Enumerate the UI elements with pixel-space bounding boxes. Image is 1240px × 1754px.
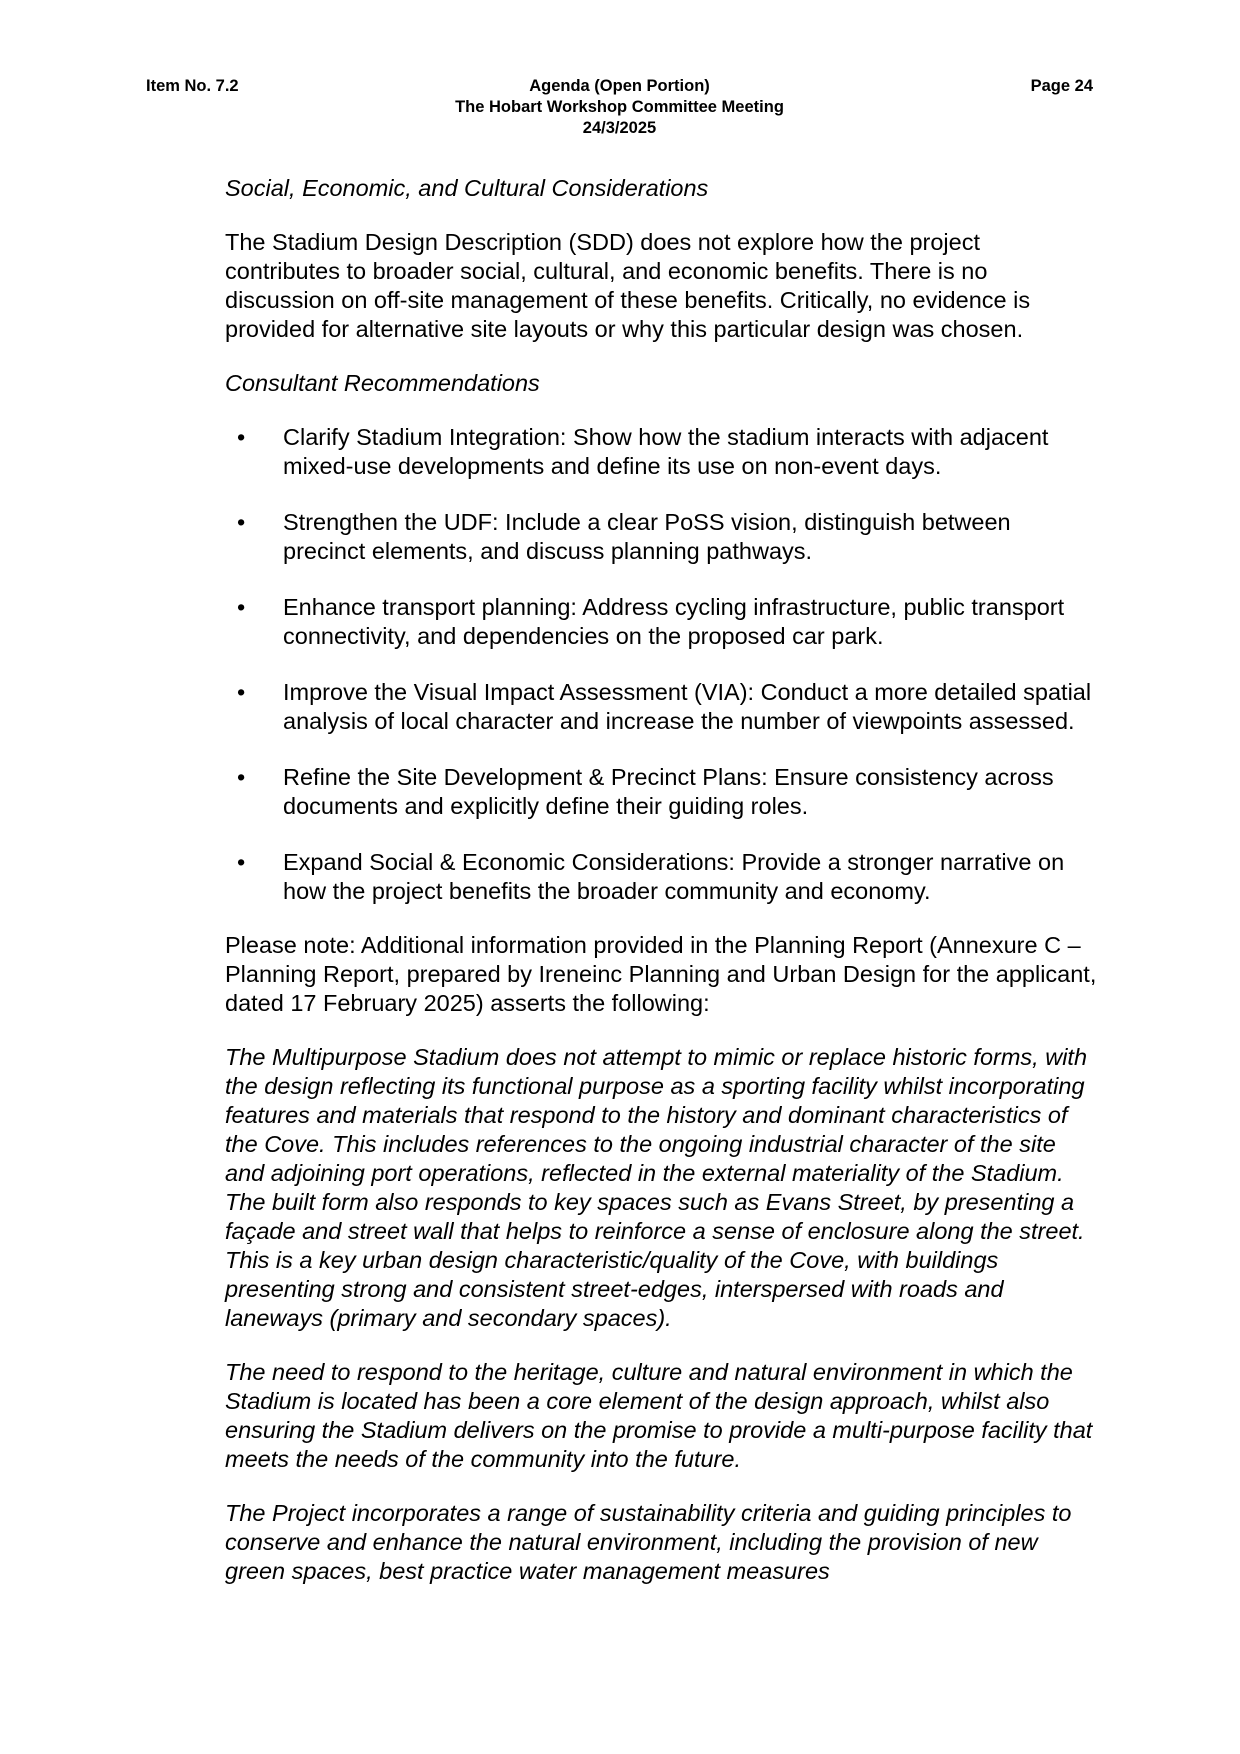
list-item-text: Expand Social & Economic Considerations: Provide a stronger narrative on how the project benefits the broader community and economy.	[283, 849, 1065, 904]
recommendations-list	[225, 423, 1097, 906]
list-item-text: Refine the Site Development & Precinct Plans: Ensure consistency across documents and explicitly define their guiding roles.	[283, 764, 1054, 819]
quote-paragraph: The Multipurpose Stadium does not attempt to mimic or replace historic forms, with the design reflecting its functional purpose as a sporting facility whilst incorporating features and materials that respond to the history and dominant characteristics of the Cove. This includes references to the ongoing industrial character of the site and adjoining port operations, reflected in the external materiality of the Stadium. The built form also responds to key spaces such as Evans Street, by presenting a façade and street wall that helps to reinforce a sense of enclosure along the street. This is a key urban design characteristic/quality of the Cove, with buildings presenting strong and consistent street-edges, interspersed with roads and laneways (primary and secondary spaces).	[225, 1044, 1088, 1331]
header-center	[146, 76, 1093, 139]
bullet-icon: •	[237, 594, 246, 620]
paragraph-sdd: The Stadium Design Description (SDD) does not explore how the project contributes to broader social, cultural, and economic benefits. There is no discussion on off-site management of these benefits. Critically, no evidence is provided for alternative site layouts or why this particular design was chosen.	[225, 229, 1031, 342]
list-item	[225, 763, 1097, 821]
bullet-icon: •	[237, 849, 246, 875]
bullet-icon: •	[237, 679, 246, 705]
list-item	[225, 678, 1097, 736]
paragraph-note: Please note: Additional information provided in the Planning Report (Annexure C – Planning Report, prepared by Ireneinc Planning and Urban Design for the applicant, dated 17 February 2025) asserts the following:	[225, 932, 1097, 1016]
section-heading-social: Social, Economic, and Cultural Considerations	[225, 175, 709, 201]
page-number: Page 24	[1030, 77, 1093, 95]
list-item-text: Improve the Visual Impact Assessment (VIA): Conduct a more detailed spatial analysis of local character and increase the number of viewpoints assessed.	[283, 679, 1092, 734]
list-item-text: Strengthen the UDF: Include a clear PoSS vision, distinguish between precinct elements, and discuss planning pathways.	[283, 509, 1011, 564]
item-number: Item No. 7.2	[146, 77, 239, 95]
bullet-icon: •	[237, 509, 246, 535]
meeting-title: The Hobart Workshop Committee Meeting	[455, 98, 784, 116]
meeting-date: 24/3/2025	[582, 119, 657, 137]
quote-paragraph: The Project incorporates a range of sustainability criteria and guiding principles to conserve and enhance the natural environment, including the provision of new green spaces, best practice water management measures	[225, 1500, 1072, 1584]
agenda-title: Agenda (Open Portion)	[529, 77, 710, 95]
document-body	[225, 174, 1097, 1611]
list-item	[225, 508, 1097, 566]
list-item	[225, 593, 1097, 651]
section-heading-recommendations: Consultant Recommendations	[225, 370, 540, 396]
page-header	[146, 76, 1093, 146]
quote-paragraph: The need to respond to the heritage, culture and natural environment in which the Stadium is located has been a core element of the design approach, whilst also ensuring the Stadium delivers on the promise to provide a multi-purpose facility that meets the needs of the community into the future.	[225, 1359, 1093, 1472]
list-item-text: Enhance transport planning: Address cycling infrastructure, public transport connectivity, and dependencies on the proposed car park.	[283, 594, 1065, 649]
bullet-icon: •	[237, 764, 246, 790]
list-item	[225, 848, 1097, 906]
list-item	[225, 423, 1097, 481]
list-item-text: Clarify Stadium Integration: Show how the stadium interacts with adjacent mixed-use developments and define its use on non-event days.	[283, 424, 1049, 479]
bullet-icon: •	[237, 424, 246, 450]
